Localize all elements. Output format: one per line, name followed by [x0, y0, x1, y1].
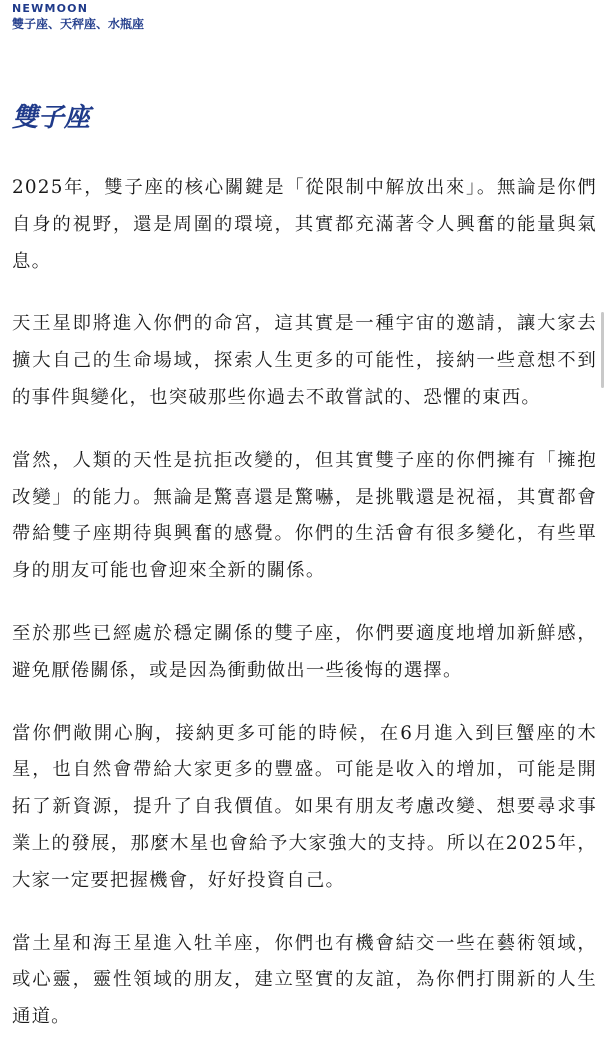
brand-logo-text: NEWMOON — [12, 2, 89, 15]
paragraph-4: 至於那些已經處於穩定關係的雙子座，你們要適度地增加新鮮感，避免厭倦關係，或是因為衝動做出一些後悔的選擇。 — [12, 622, 597, 681]
page-header — [12, 2, 592, 32]
article-body — [12, 170, 597, 1062]
paragraph-6: 當土星和海王星進入牡羊座，你們也有機會結交一些在藝術領域，或心靈，靈性領域的朋友，建立堅實的友誼，為你們打開新的人生通道。 — [12, 932, 597, 1028]
scrollbar-thumb[interactable] — [601, 312, 604, 388]
paragraph-1: 2025年，雙子座的核心關鍵是「從限制中解放出來」。無論是你們自身的視野，還是周圍的環境，其實都充滿著令人興奮的能量與氣息。 — [12, 177, 597, 272]
section-title: 雙子座 — [12, 103, 91, 133]
paragraph-5: 當你們敞開心胸，接納更多可能的時候，在6月進入到巨蟹座的木星，也自然會帶給大家更多的豐盛。可能是收入的增加，可能是開拓了新資源，提升了自我價值。如果有朋友考慮改變、想要尋求事業上的發展，那麼木星也會給予大家強大的支持。所以在2025年，大家一定要把握機會，好好投資自己。 — [12, 722, 597, 891]
paragraph-3: 當然，人類的天性是抗拒改變的，但其實雙子座的你們擁有「擁抱改變」的能力。無論是驚喜還是驚嚇，是挑戰還是祝福，其實都會帶給雙子座期待與興奮的感覺。你們的生活會有很多變化，有些單身的朋友可能也會迎來全新的關係。 — [12, 449, 597, 582]
header-subtitle: 雙子座、天秤座、水瓶座 — [12, 17, 145, 31]
paragraph-2: 天王星即將進入你們的命宮，這其實是一種宇宙的邀請，讓大家去擴大自己的生命場域，探索人生更多的可能性，接納一些意想不到的事件與變化，也突破那些你過去不敢嘗試的、恐懼的東西。 — [12, 313, 597, 408]
